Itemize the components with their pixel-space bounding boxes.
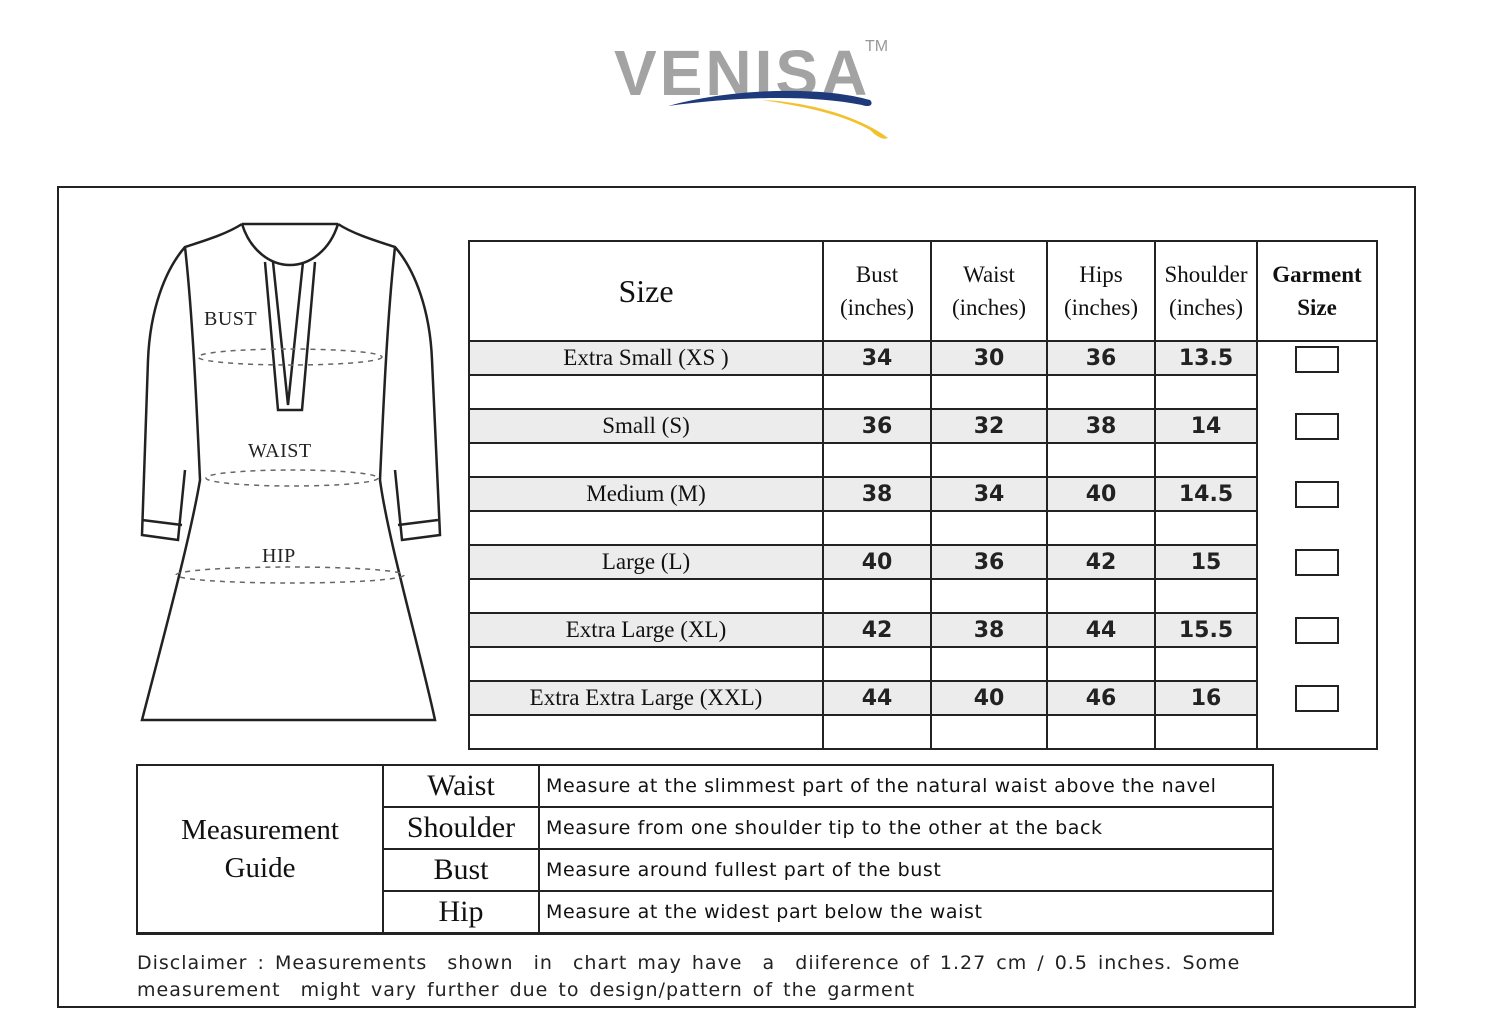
table-row: [469, 477, 1377, 511]
size-name: Extra Small (XS ): [469, 341, 823, 375]
bust-value: 40: [823, 545, 931, 579]
size-name: Extra Extra Large (XXL): [469, 681, 823, 715]
header-row: [469, 241, 1377, 341]
waist-value: 40: [931, 681, 1047, 715]
brand-logo: [612, 38, 902, 148]
header-garment-size: Garment Size: [1257, 241, 1377, 341]
garment-size-cell: [1257, 613, 1377, 647]
size-checkbox-xs[interactable]: [1295, 346, 1339, 373]
guide-item-description: Measure around fullest part of the bust: [539, 849, 1273, 891]
header-bust: Bust (inches): [823, 241, 931, 341]
size-name: Large (L): [469, 545, 823, 579]
table-row: [469, 341, 1377, 375]
size-checkbox-m[interactable]: [1295, 481, 1339, 508]
shoulder-value: 14: [1155, 409, 1257, 443]
hip-label: HIP: [262, 545, 296, 567]
hips-value: 46: [1047, 681, 1155, 715]
table-row: [469, 545, 1377, 579]
disclaimer-line-1: Disclaimer : Measurements shown in chart may have a diiference of 1.27 cm / 0.5 inches. Some: [137, 952, 1241, 974]
garment-size-cell: [1257, 545, 1377, 579]
guide-item-name: Hip: [383, 891, 539, 934]
table-row: [469, 613, 1377, 647]
size-checkbox-s[interactable]: [1295, 413, 1339, 440]
disclaimer-text: [137, 950, 1337, 1004]
waist-value: 30: [931, 341, 1047, 375]
bust-value: 44: [823, 681, 931, 715]
size-name: Extra Large (XL): [469, 613, 823, 647]
guide-item-description: Measure at the slimmest part of the natural waist above the navel: [539, 765, 1273, 807]
header-waist: Waist (inches): [931, 241, 1047, 341]
waist-value: 34: [931, 477, 1047, 511]
size-name: Small (S): [469, 409, 823, 443]
waist-label: WAIST: [248, 440, 312, 462]
table-row: [469, 681, 1377, 715]
swoosh-icon: [612, 38, 902, 148]
hips-value: 40: [1047, 477, 1155, 511]
guide-row: [137, 765, 1273, 807]
garment-size-cell: [1257, 681, 1377, 715]
guide-item-name: Waist: [383, 765, 539, 807]
measurement-guide-table: [136, 764, 1274, 935]
guide-item-name: Bust: [383, 849, 539, 891]
size-chart-table: [468, 240, 1378, 750]
table-row: [469, 409, 1377, 443]
bust-value: 34: [823, 341, 931, 375]
garment-size-cell: [1257, 341, 1377, 375]
shoulder-value: 16: [1155, 681, 1257, 715]
waist-value: 38: [931, 613, 1047, 647]
hips-value: 42: [1047, 545, 1155, 579]
garment-sketch: [130, 210, 450, 740]
bust-label: BUST: [204, 308, 258, 330]
disclaimer-line-2: measurement might vary further due to design/pattern of the garment: [137, 979, 916, 1001]
brand-name: VENISA: [614, 37, 871, 109]
garment-size-cell: [1257, 477, 1377, 511]
guide-item-description: Measure from one shoulder tip to the other at the back: [539, 807, 1273, 849]
waist-value: 36: [931, 545, 1047, 579]
garment-size-cell: [1257, 409, 1377, 443]
header-hips: Hips (inches): [1047, 241, 1155, 341]
hips-value: 44: [1047, 613, 1155, 647]
header-size: Size: [469, 241, 823, 341]
guide-item-name: Shoulder: [383, 807, 539, 849]
shoulder-value: 14.5: [1155, 477, 1257, 511]
shoulder-value: 15: [1155, 545, 1257, 579]
size-checkbox-l[interactable]: [1295, 549, 1339, 576]
guide-title: Measurement Guide: [137, 765, 383, 934]
bust-value: 42: [823, 613, 931, 647]
shoulder-value: 15.5: [1155, 613, 1257, 647]
kurta-outline-icon: [130, 210, 450, 740]
waist-value: 32: [931, 409, 1047, 443]
shoulder-value: 13.5: [1155, 341, 1257, 375]
size-checkbox-xl[interactable]: [1295, 617, 1339, 644]
trademark-mark: TM: [865, 38, 889, 55]
bust-value: 38: [823, 477, 931, 511]
bust-value: 36: [823, 409, 931, 443]
guide-item-description: Measure at the widest part below the waist: [539, 891, 1273, 934]
hips-value: 36: [1047, 341, 1155, 375]
size-name: Medium (M): [469, 477, 823, 511]
header-shoulder: Shoulder (inches): [1155, 241, 1257, 341]
size-checkbox-xxl[interactable]: [1295, 685, 1339, 712]
hips-value: 38: [1047, 409, 1155, 443]
